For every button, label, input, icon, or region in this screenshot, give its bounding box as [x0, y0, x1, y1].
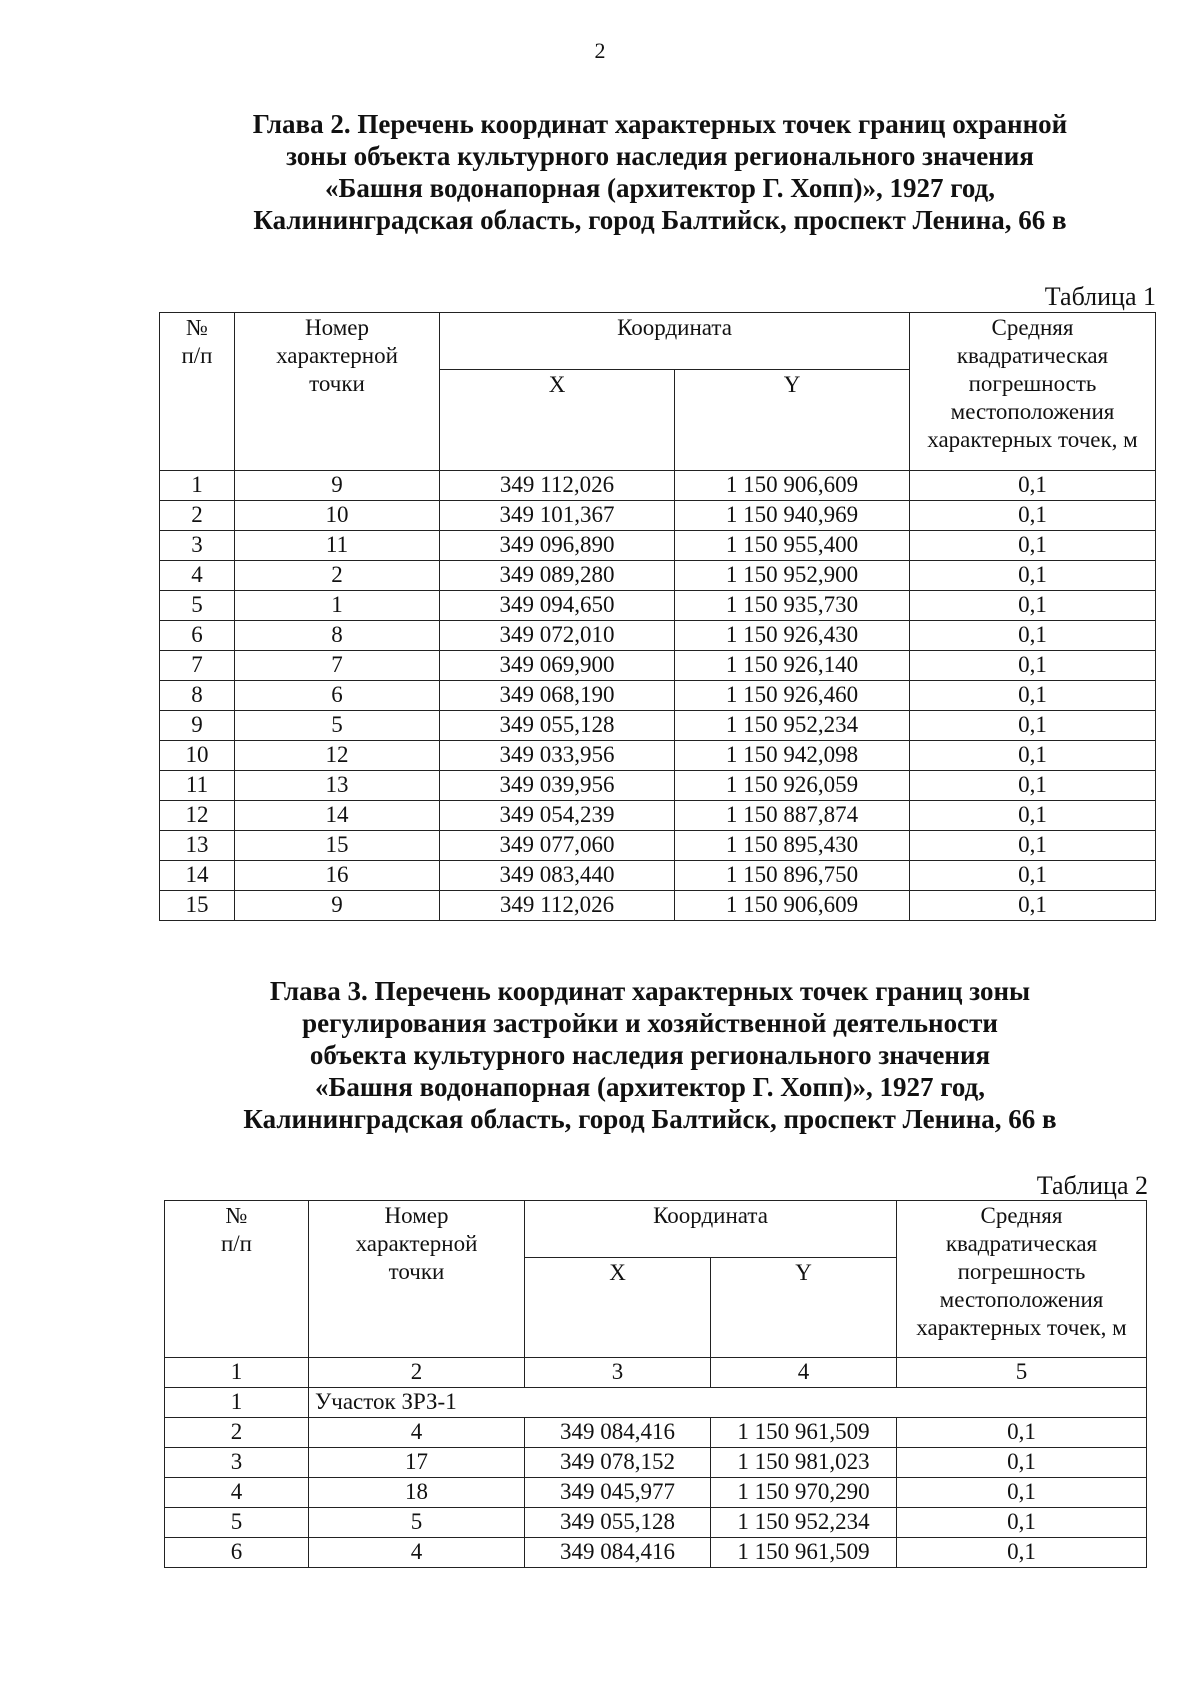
- row-num: 12: [160, 801, 235, 831]
- coord-y: 1 150 926,059: [675, 771, 910, 801]
- point-num: 4: [309, 1418, 525, 1448]
- table-row: [160, 561, 1156, 591]
- coord-y: 1 150 955,400: [675, 531, 910, 561]
- title-line: зоны объекта культурного наследия регионального значения: [286, 141, 1034, 171]
- table-row: [165, 1538, 1147, 1568]
- title-line: объекта культурного наследия регионального значения: [309, 1040, 991, 1070]
- row-num: 5: [165, 1508, 309, 1538]
- coord-x: 349 069,900: [440, 651, 675, 681]
- coord-y: 1 150 935,730: [675, 591, 910, 621]
- table-row: [160, 681, 1156, 711]
- row-num: 1: [160, 471, 235, 501]
- table-row: [160, 741, 1156, 771]
- title-line: Глава 2. Перечень координат характерных точек границ охранной: [252, 109, 1068, 139]
- coord-y: 1 150 961,509: [711, 1418, 897, 1448]
- row-num: 2: [165, 1418, 309, 1448]
- section-row: [165, 1388, 1147, 1418]
- error-value: 0,1: [910, 681, 1156, 711]
- coord-y: 1 150 906,609: [675, 471, 910, 501]
- table-row: [160, 831, 1156, 861]
- error-value: 0,1: [910, 561, 1156, 591]
- coord-x: 349 089,280: [440, 561, 675, 591]
- table-row: [160, 621, 1156, 651]
- coord-y: 1 150 926,140: [675, 651, 910, 681]
- row-num: 3: [165, 1448, 309, 1478]
- column-number: 1: [165, 1358, 309, 1388]
- coord-x: 349 068,190: [440, 681, 675, 711]
- coord-x: 349 055,128: [440, 711, 675, 741]
- error-value: 0,1: [910, 831, 1156, 861]
- table-1: [159, 312, 1156, 921]
- point-num: 12: [235, 741, 440, 771]
- coord-x: 349 096,890: [440, 531, 675, 561]
- coord-x: 349 083,440: [440, 861, 675, 891]
- table-row: [160, 471, 1156, 501]
- header-num: № п/п: [160, 313, 235, 471]
- coord-y: 1 150 896,750: [675, 861, 910, 891]
- error-value: 0,1: [910, 711, 1156, 741]
- point-num: 16: [235, 861, 440, 891]
- error-value: 0,1: [897, 1418, 1147, 1448]
- row-num: 6: [165, 1538, 309, 1568]
- error-value: 0,1: [910, 591, 1156, 621]
- error-value: 0,1: [910, 651, 1156, 681]
- header-point: Номер характерной точки: [235, 313, 440, 471]
- table-row: [160, 861, 1156, 891]
- row-num: 3: [160, 531, 235, 561]
- table-2-caption: Таблица 2: [1036, 1171, 1148, 1200]
- row-num: 4: [165, 1478, 309, 1508]
- point-num: 11: [235, 531, 440, 561]
- coord-x: 349 077,060: [440, 831, 675, 861]
- table-row: [160, 651, 1156, 681]
- coord-x: 349 112,026: [440, 471, 675, 501]
- row-num: 9: [160, 711, 235, 741]
- table-row: [160, 711, 1156, 741]
- coord-y: 1 150 952,234: [711, 1508, 897, 1538]
- table-row: [165, 1508, 1147, 1538]
- coord-x: 349 045,977: [525, 1478, 711, 1508]
- point-num: 8: [235, 621, 440, 651]
- coord-y: 1 150 952,234: [675, 711, 910, 741]
- point-num: 5: [309, 1508, 525, 1538]
- chapter-3-title: [150, 975, 1150, 1135]
- error-value: 0,1: [910, 501, 1156, 531]
- coord-y: 1 150 940,969: [675, 501, 910, 531]
- header-error: Средняя квадратическая погрешность местоположения характерных точек, м: [897, 1201, 1147, 1358]
- table-row: [160, 771, 1156, 801]
- point-num: 6: [235, 681, 440, 711]
- point-num: 5: [235, 711, 440, 741]
- error-value: 0,1: [897, 1448, 1147, 1478]
- column-number: 3: [525, 1358, 711, 1388]
- table-2: [164, 1200, 1147, 1568]
- coord-x: 349 039,956: [440, 771, 675, 801]
- point-num: 2: [235, 561, 440, 591]
- coord-y: 1 150 926,460: [675, 681, 910, 711]
- coord-y: 1 150 942,098: [675, 741, 910, 771]
- title-line: Глава 3. Перечень координат характерных точек границ зоны: [269, 976, 1031, 1006]
- title-line: «Башня водонапорная (архитектор Г. Хопп)», 1927 год,: [315, 1072, 985, 1102]
- point-num: 7: [235, 651, 440, 681]
- table-row: [160, 801, 1156, 831]
- column-number: 4: [711, 1358, 897, 1388]
- coord-x: 349 054,239: [440, 801, 675, 831]
- point-num: 4: [309, 1538, 525, 1568]
- error-value: 0,1: [897, 1538, 1147, 1568]
- table-row: [165, 1448, 1147, 1478]
- table-1-caption: Таблица 1: [1044, 282, 1156, 311]
- section-label: Участок ЗРЗ-1: [309, 1388, 1147, 1418]
- point-num: 17: [309, 1448, 525, 1478]
- coord-y: 1 150 906,609: [675, 891, 910, 921]
- coord-x: 349 084,416: [525, 1538, 711, 1568]
- row-num: 2: [160, 501, 235, 531]
- table-row: [160, 531, 1156, 561]
- error-value: 0,1: [910, 741, 1156, 771]
- coord-x: 349 084,416: [525, 1418, 711, 1448]
- coord-x: 349 055,128: [525, 1508, 711, 1538]
- error-value: 0,1: [910, 471, 1156, 501]
- table-row: [160, 891, 1156, 921]
- error-value: 0,1: [897, 1478, 1147, 1508]
- title-line: Калининградская область, город Балтийск, проспект Ленина, 66 в: [253, 205, 1067, 235]
- header-num: № п/п: [165, 1201, 309, 1358]
- column-number: 5: [897, 1358, 1147, 1388]
- error-value: 0,1: [910, 891, 1156, 921]
- title-line: «Башня водонапорная (архитектор Г. Хопп)», 1927 год,: [325, 173, 995, 203]
- error-value: 0,1: [910, 621, 1156, 651]
- table-row: [160, 501, 1156, 531]
- point-num: 9: [235, 471, 440, 501]
- row-num: 13: [160, 831, 235, 861]
- title-line: регулирования застройки и хозяйственной деятельности: [302, 1008, 998, 1038]
- page-number: 2: [594, 38, 606, 63]
- coord-x: 349 101,367: [440, 501, 675, 531]
- point-num: 9: [235, 891, 440, 921]
- header-point: Номер характерной точки: [309, 1201, 525, 1358]
- row-num: 6: [160, 621, 235, 651]
- header-coordinate: Координата: [525, 1201, 897, 1258]
- row-num: 10: [160, 741, 235, 771]
- coord-x: 349 094,650: [440, 591, 675, 621]
- error-value: 0,1: [910, 531, 1156, 561]
- error-value: 0,1: [910, 801, 1156, 831]
- coord-y: 1 150 895,430: [675, 831, 910, 861]
- table-row: [165, 1418, 1147, 1448]
- point-num: 10: [235, 501, 440, 531]
- coord-x: 349 112,026: [440, 891, 675, 921]
- header-coordinate: Координата: [440, 313, 910, 370]
- header-y: Y: [711, 1258, 897, 1358]
- header-y: Y: [675, 370, 910, 471]
- coord-y: 1 150 887,874: [675, 801, 910, 831]
- table-row: [160, 591, 1156, 621]
- title-line: Калининградская область, город Балтийск, проспект Ленина, 66 в: [243, 1104, 1057, 1134]
- point-num: 18: [309, 1478, 525, 1508]
- row-num: 7: [160, 651, 235, 681]
- point-num: 1: [235, 591, 440, 621]
- chapter-2-title: [160, 108, 1160, 236]
- row-num: 8: [160, 681, 235, 711]
- coord-x: 349 033,956: [440, 741, 675, 771]
- coord-y: 1 150 952,900: [675, 561, 910, 591]
- error-value: 0,1: [897, 1508, 1147, 1538]
- coord-x: 349 072,010: [440, 621, 675, 651]
- error-value: 0,1: [910, 771, 1156, 801]
- row-num: 4: [160, 561, 235, 591]
- error-value: 0,1: [910, 861, 1156, 891]
- header-x: X: [525, 1258, 711, 1358]
- column-number-row: [165, 1358, 1147, 1388]
- point-num: 15: [235, 831, 440, 861]
- point-num: 13: [235, 771, 440, 801]
- coord-y: 1 150 926,430: [675, 621, 910, 651]
- row-num: 15: [160, 891, 235, 921]
- coord-y: 1 150 970,290: [711, 1478, 897, 1508]
- table-row: [165, 1478, 1147, 1508]
- section-num: 1: [165, 1388, 309, 1418]
- header-x: X: [440, 370, 675, 471]
- coord-x: 349 078,152: [525, 1448, 711, 1478]
- row-num: 11: [160, 771, 235, 801]
- row-num: 5: [160, 591, 235, 621]
- column-number: 2: [309, 1358, 525, 1388]
- coord-y: 1 150 981,023: [711, 1448, 897, 1478]
- row-num: 14: [160, 861, 235, 891]
- coord-y: 1 150 961,509: [711, 1538, 897, 1568]
- point-num: 14: [235, 801, 440, 831]
- header-error: Средняя квадратическая погрешность местоположения характерных точек, м: [910, 313, 1156, 471]
